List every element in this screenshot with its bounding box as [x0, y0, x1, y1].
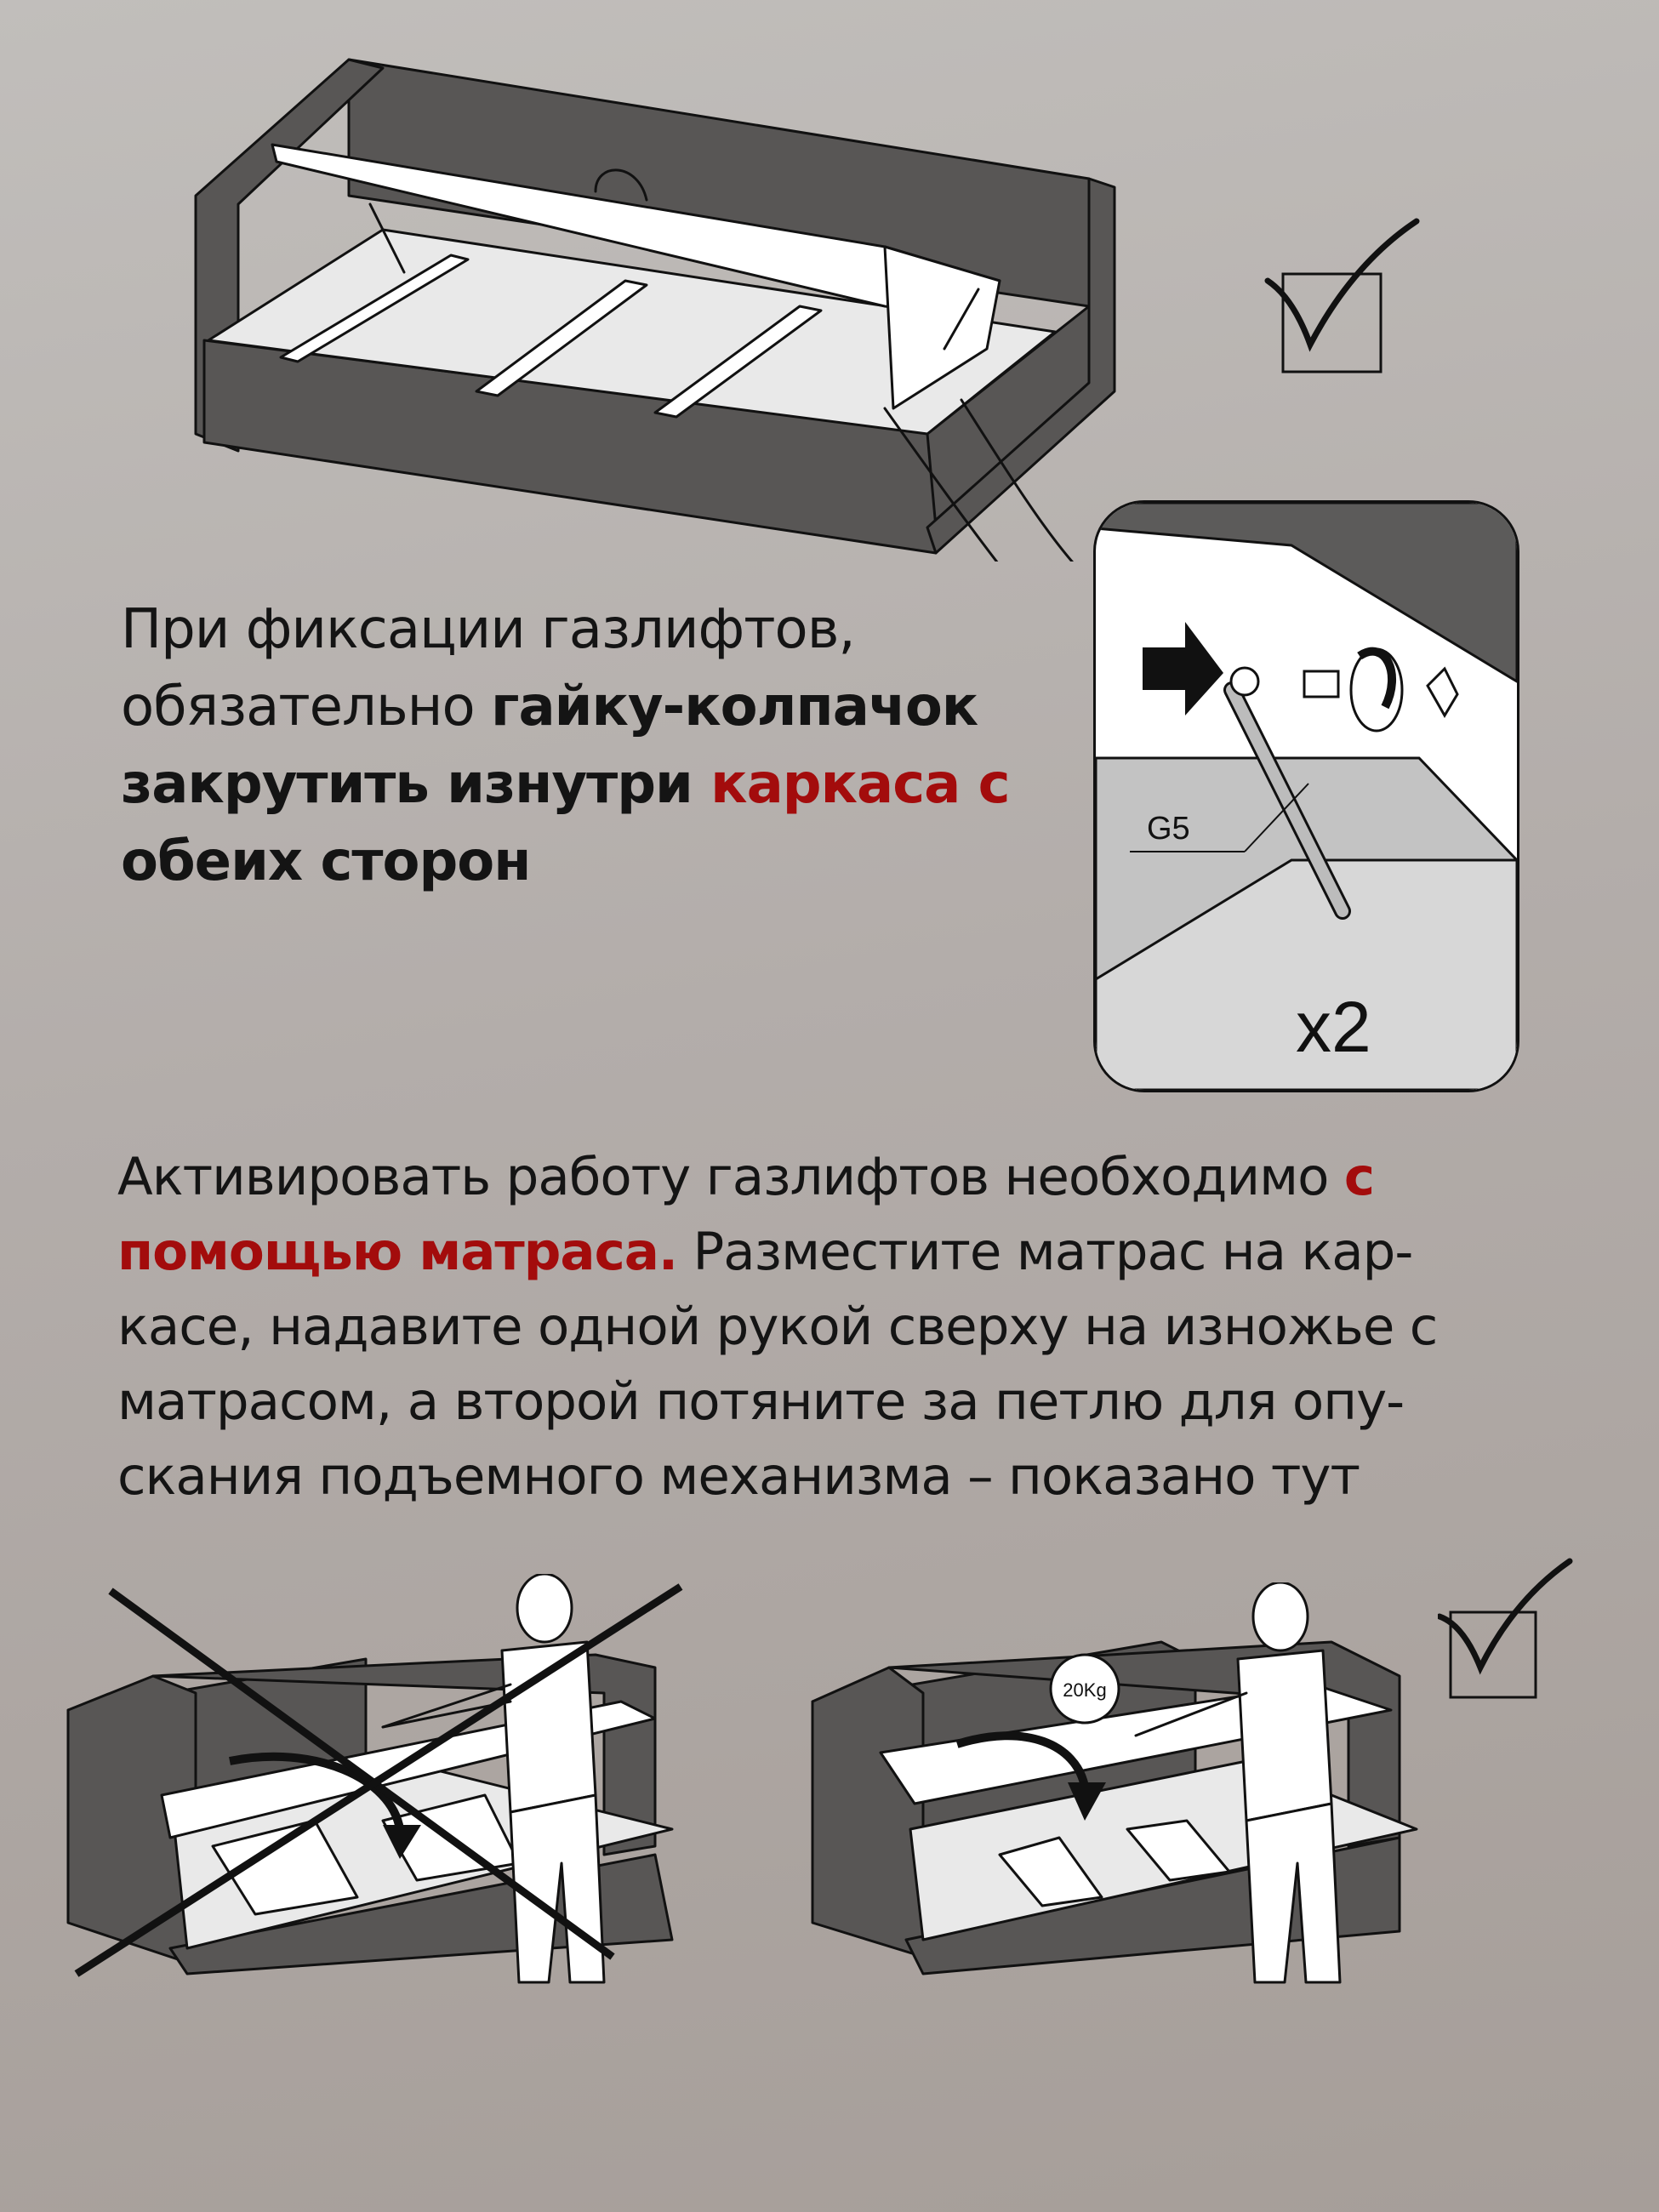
note-line: помощью матраса. Разместите матрас на кар- [117, 1222, 1413, 1282]
note-line: матрасом, а второй потяните за петлю для опу- [117, 1371, 1405, 1432]
gas-lift-detail-drawing [1096, 503, 1517, 1090]
gas-lift-activation-note [117, 1140, 1487, 1514]
gas-lift-detail-inset [1093, 500, 1519, 1092]
note-line: обеих сторон [121, 830, 531, 893]
note-line: скания подъемного механизма – показано тут [117, 1446, 1360, 1507]
arrow-right-icon [1143, 622, 1223, 715]
quantity-label: x2 [1296, 987, 1371, 1067]
note-line: обязательно гайку-колпачок [121, 676, 978, 738]
note-line: закрутить изнутри каркаса с [121, 753, 1010, 816]
gas-lift-fixing-note [121, 591, 1014, 901]
note-line: касе, надавите одной рукой сверху на изножье с [117, 1297, 1438, 1357]
checkmark-icon [1259, 213, 1429, 383]
sofa-open-illustration [170, 51, 1123, 562]
part-label-g5: G5 [1147, 811, 1190, 847]
note-line: Активировать работу газлифтов необходимо с [117, 1147, 1374, 1207]
note-line: При фиксации газлифтов, [121, 598, 855, 661]
correct-method-illustration [804, 1582, 1451, 1991]
checkmark-icon [1438, 1557, 1574, 1702]
wrong-method-illustration [60, 1574, 732, 1999]
weight-label: 20Kg [1063, 1679, 1107, 1701]
